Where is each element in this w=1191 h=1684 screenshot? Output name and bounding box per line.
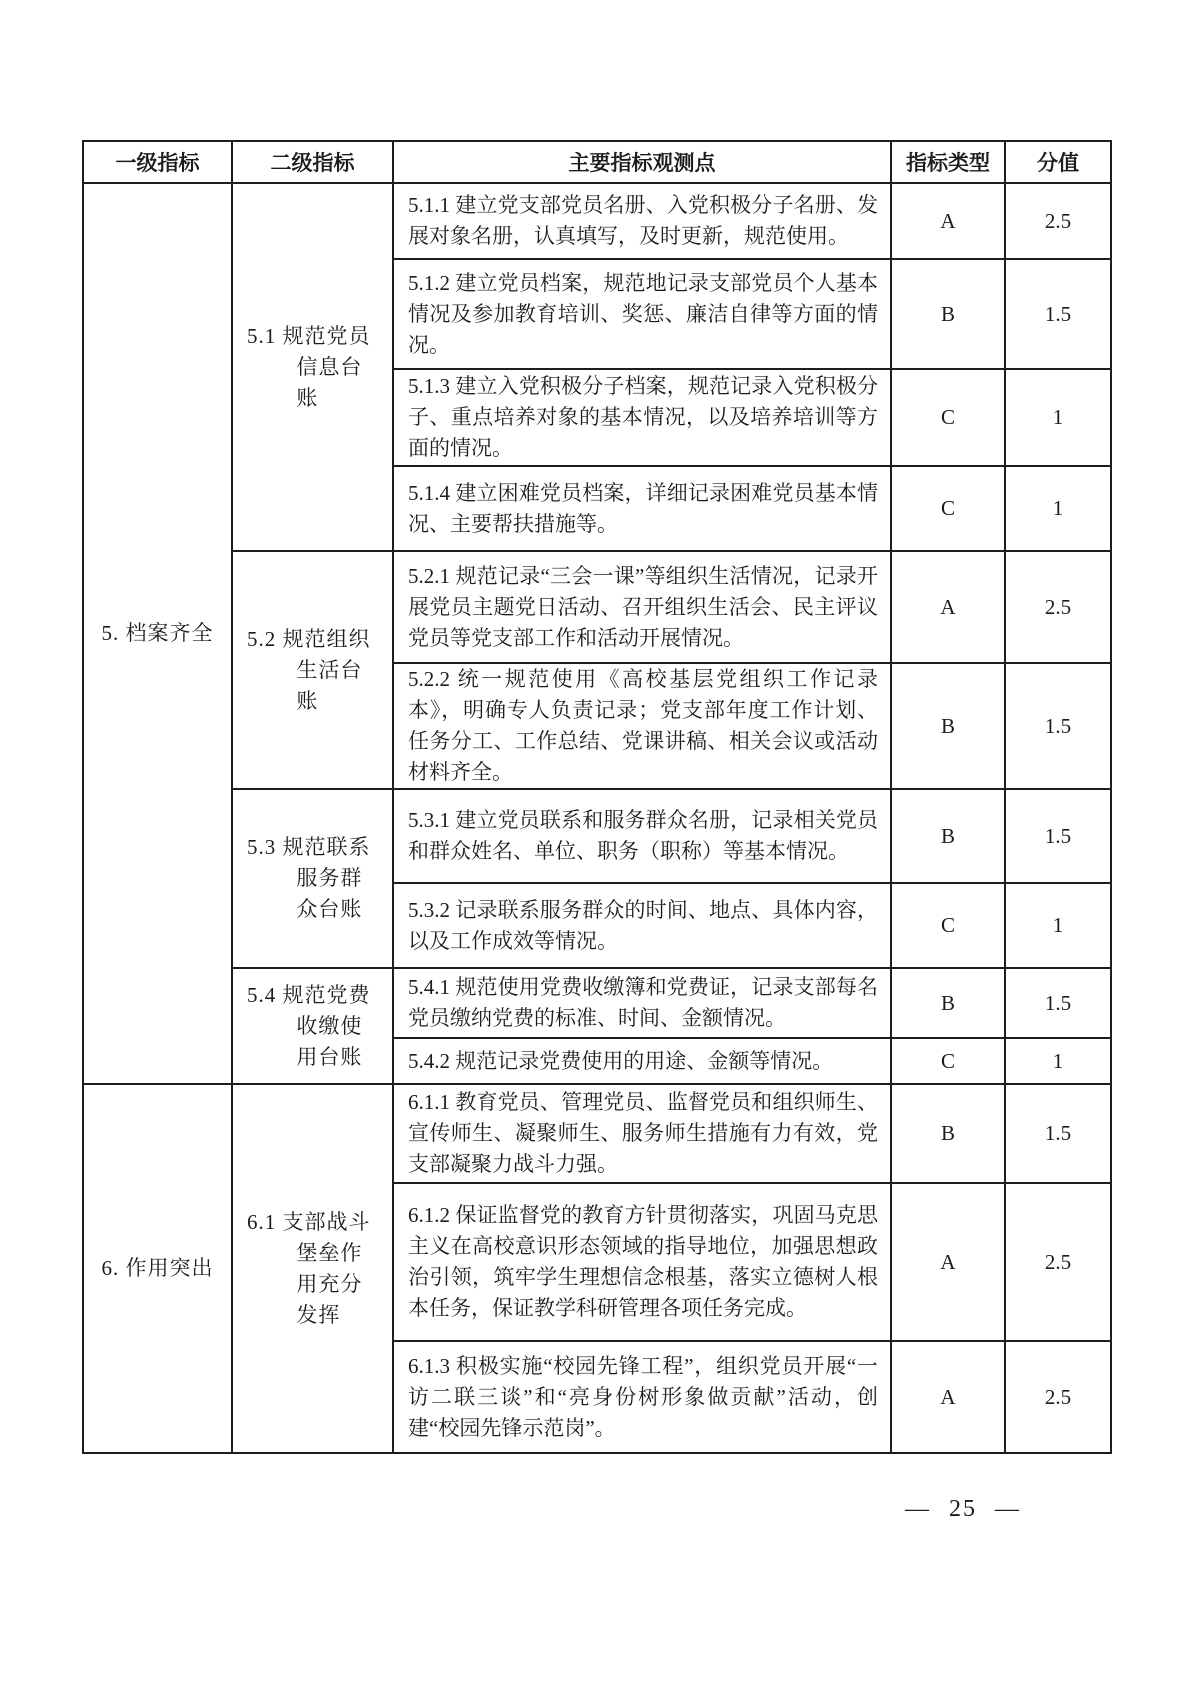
score-cell: 1.5 bbox=[1005, 968, 1111, 1038]
type-cell: B bbox=[891, 1084, 1005, 1183]
header-row bbox=[83, 141, 1111, 183]
type-cell: A bbox=[891, 1183, 1005, 1341]
score-cell: 1 bbox=[1005, 1038, 1111, 1084]
score-cell: 2.5 bbox=[1005, 551, 1111, 663]
score-cell: 2.5 bbox=[1005, 183, 1111, 259]
level2-cell-5-1 bbox=[232, 183, 393, 551]
type-cell: B bbox=[891, 789, 1005, 883]
observation-cell: 5.1.2 建立党员档案，规范地记录支部党员个人基本情况及参加教育培训、奖惩、廉洁自律等方面的情况。 bbox=[393, 259, 891, 369]
type-cell: B bbox=[891, 259, 1005, 369]
indicator-table bbox=[82, 140, 1112, 1454]
observation-cell: 5.2.1 规范记录“三会一课”等组织生活情况，记录开展党员主题党日活动、召开组织生活会、民主评议党员等党支部工作和活动开展情况。 bbox=[393, 551, 891, 663]
level2-cell-6-1 bbox=[232, 1084, 393, 1453]
score-cell: 1.5 bbox=[1005, 1084, 1111, 1183]
header-score: 分值 bbox=[1005, 141, 1111, 183]
header-type: 指标类型 bbox=[891, 141, 1005, 183]
type-cell: C bbox=[891, 466, 1005, 551]
type-cell: C bbox=[891, 1038, 1005, 1084]
type-cell: C bbox=[891, 883, 1005, 968]
observation-cell: 6.1.3 积极实施“校园先锋工程”，组织党员开展“一访二联三谈”和“亮身份树形象做贡献”活动，创建“校园先锋示范岗”。 bbox=[393, 1341, 891, 1453]
type-cell: B bbox=[891, 968, 1005, 1038]
score-cell: 2.5 bbox=[1005, 1183, 1111, 1341]
type-cell: A bbox=[891, 183, 1005, 259]
score-cell: 1 bbox=[1005, 466, 1111, 551]
table-row bbox=[83, 1084, 1111, 1183]
table-row bbox=[83, 968, 1111, 1038]
table-row bbox=[83, 789, 1111, 883]
observation-cell: 5.1.3 建立入党积极分子档案，规范记录入党积极分子、重点培养对象的基本情况，以及培养培训等方面的情况。 bbox=[393, 369, 891, 466]
observation-cell: 5.3.1 建立党员联系和服务群众名册，记录相关党员和群众姓名、单位、职务（职称）等基本情况。 bbox=[393, 789, 891, 883]
observation-cell: 5.1.1 建立党支部党员名册、入党积极分子名册、发展对象名册，认真填写，及时更新，规范使用。 bbox=[393, 183, 891, 259]
type-cell: C bbox=[891, 369, 1005, 466]
observation-cell: 6.1.1 教育党员、管理党员、监督党员和组织师生、宣传师生、凝聚师生、服务师生措施有力有效，党支部凝聚力战斗力强。 bbox=[393, 1084, 891, 1183]
score-cell: 1 bbox=[1005, 369, 1111, 466]
type-cell: A bbox=[891, 1341, 1005, 1453]
observation-cell: 6.1.2 保证监督党的教育方针贯彻落实，巩固马克思主义在高校意识形态领域的指导地位，加强思想政治引领，筑牢学生理想信念根基，落实立德树人根本任务，保证教学科研管理各项任务完成。 bbox=[393, 1183, 891, 1341]
level1-cell-6: 6. 作用突出 bbox=[83, 1084, 232, 1453]
level1-cell-5: 5. 档案齐全 bbox=[83, 183, 232, 1084]
level2-cell-5-4 bbox=[232, 968, 393, 1084]
score-cell: 1 bbox=[1005, 883, 1111, 968]
table-row bbox=[83, 183, 1111, 259]
page-number: — 25 — bbox=[905, 1496, 1021, 1522]
level2-cell-5-3 bbox=[232, 789, 393, 968]
observation-cell: 5.1.4 建立困难党员档案，详细记录困难党员基本情况、主要帮扶措施等。 bbox=[393, 466, 891, 551]
observation-cell: 5.4.2 规范记录党费使用的用途、金额等情况。 bbox=[393, 1038, 891, 1084]
header-level2: 二级指标 bbox=[232, 141, 393, 183]
score-cell: 1.5 bbox=[1005, 789, 1111, 883]
header-observation: 主要指标观测点 bbox=[393, 141, 891, 183]
level2-label: 5.3 规范联系服务群众台账 bbox=[247, 835, 371, 921]
level2-label: 5.2 规范组织生活台账 bbox=[247, 626, 371, 713]
level2-label: 5.4 规范党费收缴使用台账 bbox=[247, 982, 371, 1069]
header-level1: 一级指标 bbox=[83, 141, 232, 183]
level2-cell-5-2 bbox=[232, 551, 393, 789]
score-cell: 1.5 bbox=[1005, 259, 1111, 369]
observation-cell: 5.3.2 记录联系服务群众的时间、地点、具体内容，以及工作成效等情况。 bbox=[393, 883, 891, 968]
observation-cell: 5.2.2 统一规范使用《高校基层党组织工作记录本》，明确专人负责记录；党支部年度工作计划、任务分工、工作总结、党课讲稿、相关会议或活动材料齐全。 bbox=[393, 663, 891, 789]
score-cell: 2.5 bbox=[1005, 1341, 1111, 1453]
table-row bbox=[83, 551, 1111, 663]
type-cell: A bbox=[891, 551, 1005, 663]
level2-label: 6.1 支部战斗堡垒作用充分发挥 bbox=[247, 1209, 371, 1327]
score-cell: 1.5 bbox=[1005, 663, 1111, 789]
level2-label: 5.1 规范党员信息台账 bbox=[247, 323, 371, 410]
type-cell: B bbox=[891, 663, 1005, 789]
observation-cell: 5.4.1 规范使用党费收缴簿和党费证，记录支部每名党员缴纳党费的标准、时间、金额情况。 bbox=[393, 968, 891, 1038]
